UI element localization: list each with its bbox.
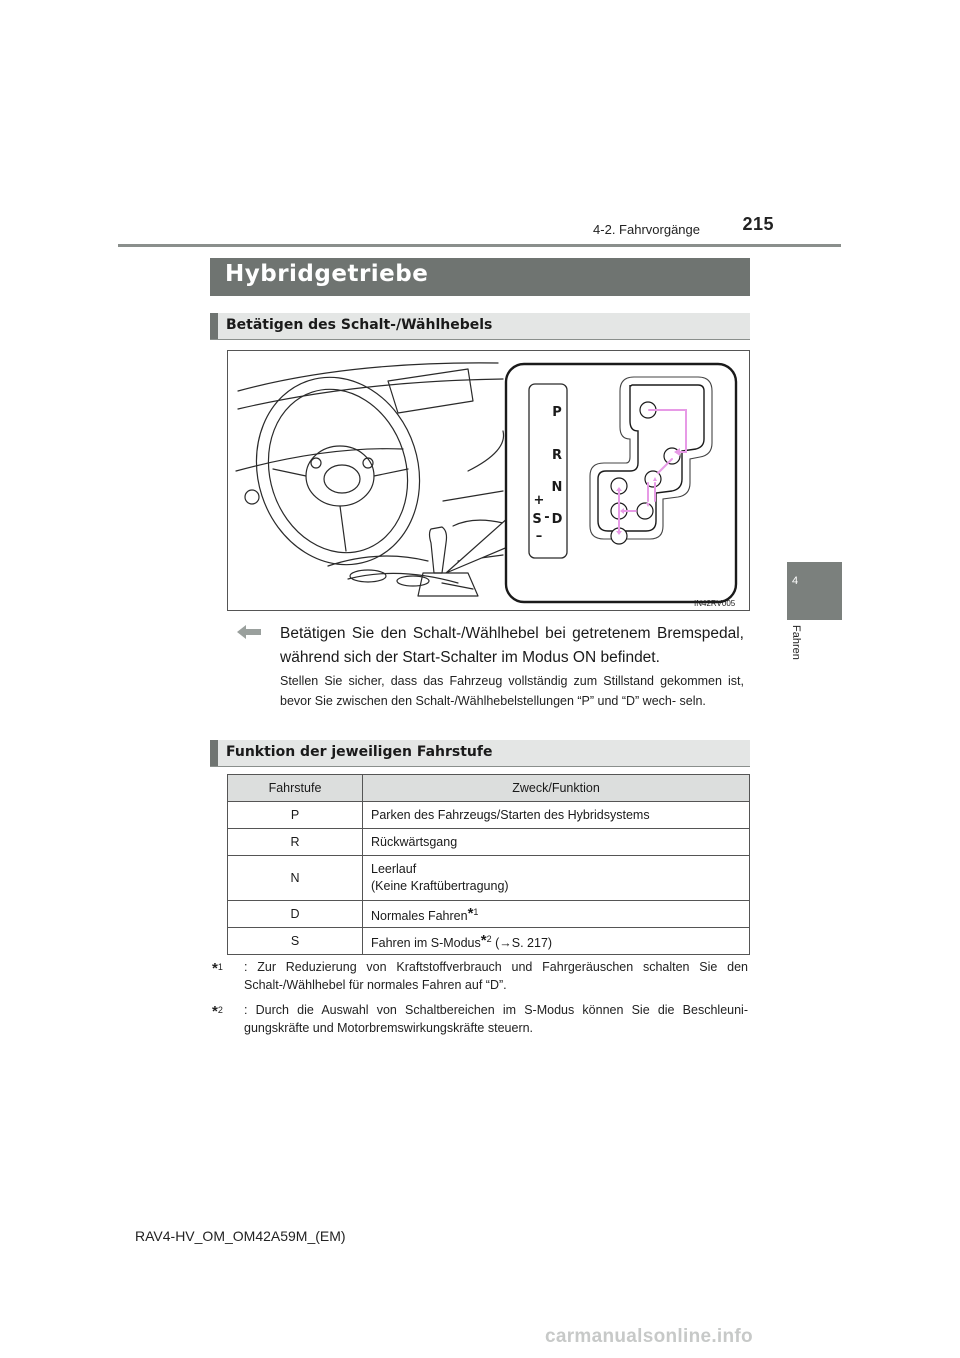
gate-label-plus: + — [533, 493, 545, 508]
chapter-tab — [787, 562, 842, 620]
arrow-left-icon — [237, 625, 261, 639]
footnote-ref: 1 — [473, 906, 479, 917]
document-code: RAV4-HV_OM_OM42A59M_(EM) — [135, 1228, 346, 1244]
table-row — [228, 802, 750, 829]
gear-cell: R — [228, 829, 363, 856]
gear-function-table — [227, 774, 750, 955]
gear-cell: N — [228, 856, 363, 901]
function-cell: Rückwärtsgang — [363, 829, 750, 856]
gate-label-minus: – — [535, 529, 543, 544]
footnote-2: *$^2$ : Durch die Auswahl von Schaltbereichen im S-Modus können Sie die Beschleuni- gungskräfte und Motorbremswirkungskräfte steuern. — [212, 1003, 748, 1035]
footnote-ref: 2 — [486, 933, 492, 944]
page-title: Hybridgetriebe — [225, 261, 429, 287]
gear-cell: P — [228, 802, 363, 829]
header-divider — [118, 244, 841, 247]
page-number: 215 — [742, 214, 774, 234]
function-cell: Leerlauf (Keine Kraftübertragung) — [363, 856, 750, 901]
instruction-text: Betätigen Sie den Schalt-/Wählhebel bei getretenem Bremspedal, während sich der Start-Schalter im Modus ON befindet. — [280, 625, 744, 666]
column-header-gear: Fahrstufe — [228, 775, 363, 802]
chapter-tab-number: 4 — [791, 575, 799, 587]
section-heading-shift-lever: Betätigen des Schalt-/Wählhebels — [226, 317, 493, 333]
section-heading-gear-function: Funktion der jeweiligen Fahrstufe — [226, 744, 493, 760]
header-section-title: 4-2. Fahrvorgänge — [593, 222, 700, 237]
gate-label-s: S — [532, 512, 542, 527]
gate-label-d: D — [551, 512, 563, 527]
watermark: carmanualsonline.info — [545, 1326, 753, 1347]
page-reference: (→S. 217) — [491, 936, 553, 950]
caution-note: Stellen Sie sicher, dass das Fahrzeug vollständig zum Stillstand gekommen ist, bevor Sie zwischen den Schalt-/Wählhebelstellungen “P” und “D” wech- seln. — [280, 674, 744, 708]
table-row — [228, 829, 750, 856]
section-heading-accent — [210, 740, 218, 766]
gate-label-n: N — [551, 480, 563, 495]
section-heading-accent — [210, 313, 218, 339]
footnote-star: * — [467, 905, 474, 922]
gate-label-dash: - — [544, 510, 550, 525]
gear-cell: D — [228, 901, 363, 928]
gate-label-p: P — [552, 405, 562, 420]
function-cell: Normales Fahren*$^1$ — [363, 901, 750, 928]
function-cell: Parken des Fahrzeugs/Starten des Hybridsystems — [363, 802, 750, 829]
function-cell: Fahren im S-Modus*$^2$ (→S. 217) — [363, 928, 750, 955]
footnote-star: * — [480, 932, 487, 949]
shift-lever-illustration — [227, 350, 750, 611]
chapter-tab-label: Fahren — [790, 625, 802, 660]
table-row — [228, 856, 750, 901]
figure-code: IN42RV005 — [694, 599, 736, 608]
table-row — [228, 928, 750, 955]
column-header-function: Zweck/Funktion — [363, 775, 750, 802]
gate-label-r: R — [551, 448, 563, 463]
footnote-1: *$^1$ : Zur Reduzierung von Kraftstoffverbrauch und Fahrgeräuschen schalten Sie den Schalt-/Wählhebel für normales Fahren auf “D”. — [212, 960, 748, 992]
table-header-row — [228, 775, 750, 802]
cockpit-drawing — [228, 351, 749, 610]
table-row — [228, 901, 750, 928]
gear-cell: S — [228, 928, 363, 955]
